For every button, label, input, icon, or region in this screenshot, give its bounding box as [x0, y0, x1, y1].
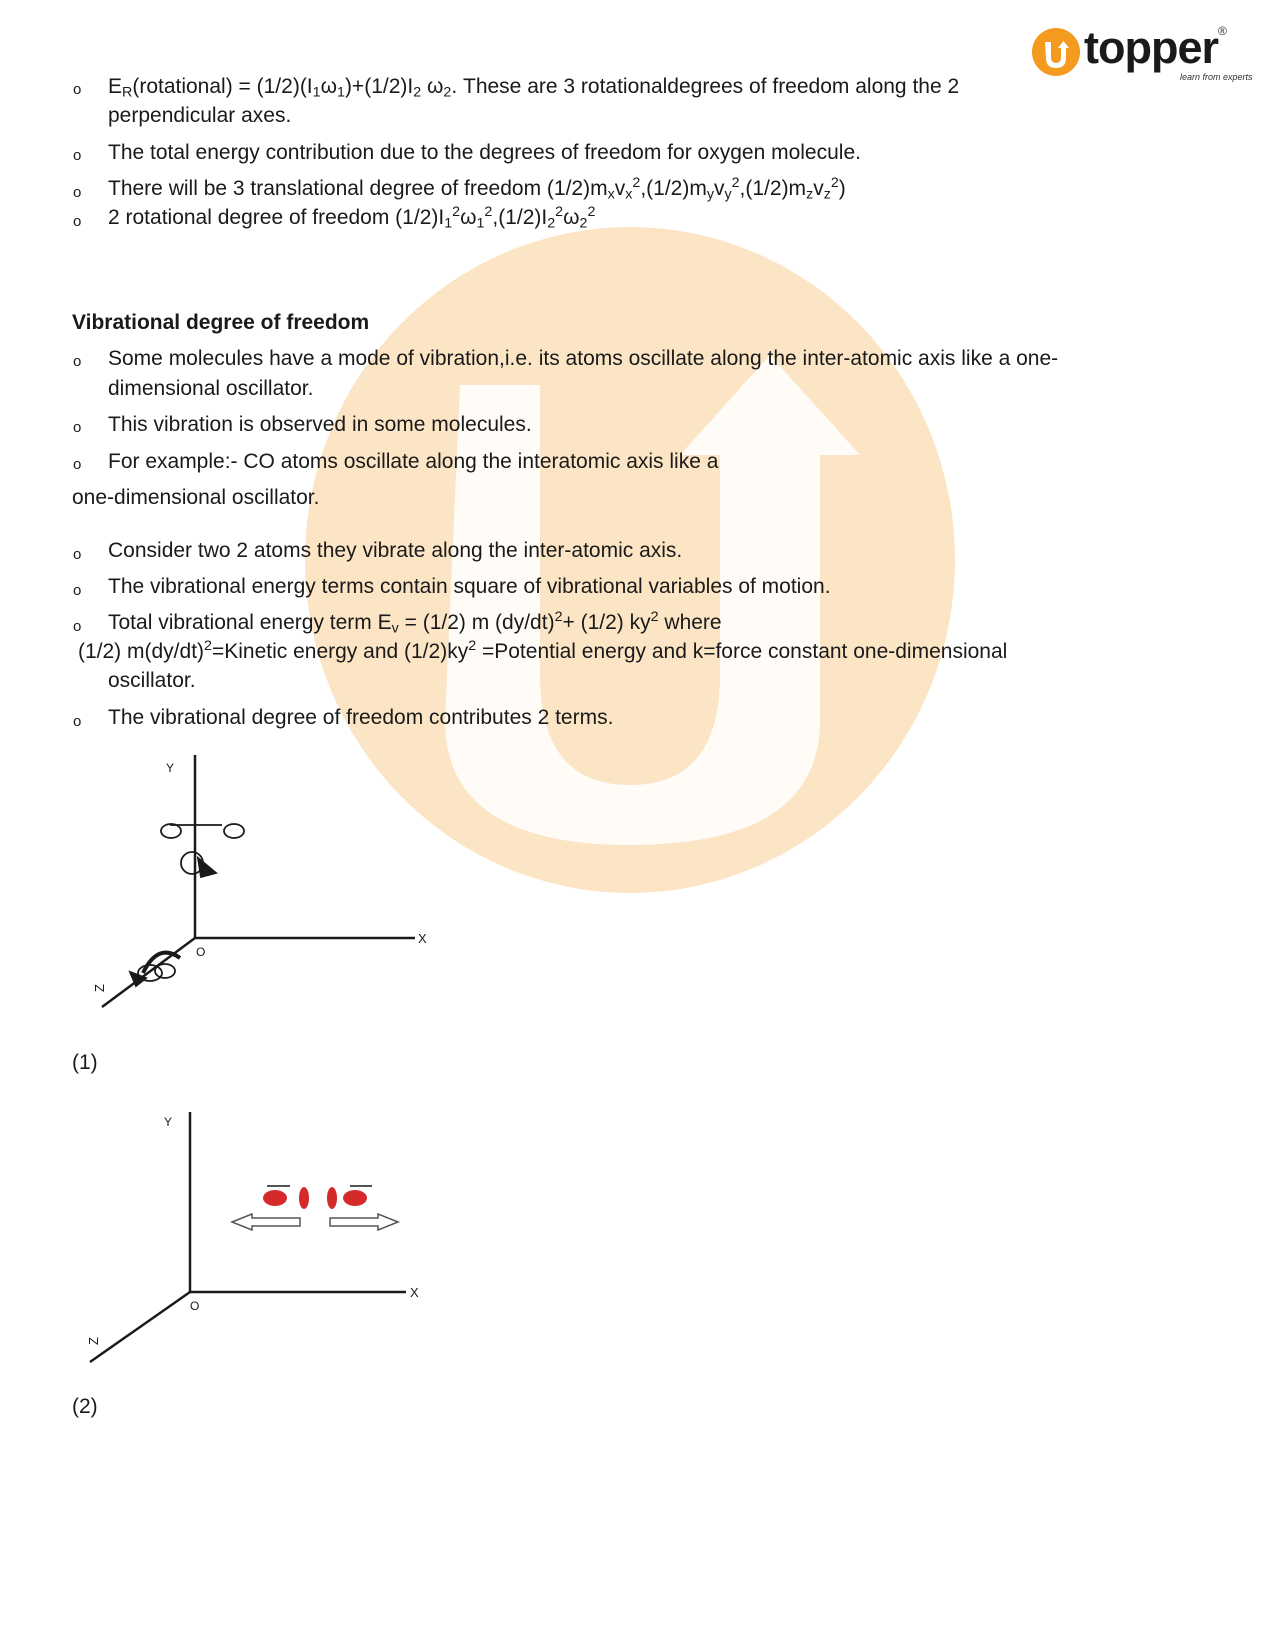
z-axis-line — [102, 938, 195, 1007]
brand-logo — [1032, 22, 1253, 90]
bullet-marker: o — [73, 546, 82, 563]
bullet-marker: o — [73, 81, 82, 98]
axis-label-z: Z — [86, 1337, 101, 1345]
translational-line: There will be 3 translational degree of freedom $(1/2)m_xv_x^2,(1/2)m_yv_y^2,(1/2)m_zv_z^2$) — [108, 175, 846, 203]
logo-circle-icon — [1032, 28, 1080, 76]
bullet-marker: o — [73, 618, 82, 635]
kinetic-potential-line-cont: oscillator. — [108, 669, 196, 692]
kinetic-potential-line: (1/2) $m(dy/dt)^2=Kinetic$ energy and $(1/2)ky^2$ =Potential energy and k=force constant one-dimensional — [78, 638, 1008, 663]
total-vibrational-energy-line: Total vibrational energy term $E_v = (1/2)$ m $(dy/dt)^2+ (1/2)$ $ky^2$ where — [108, 609, 722, 637]
rotational-energy-line-cont: perpendicular axes. — [108, 104, 292, 127]
bullet-marker: o — [73, 456, 82, 473]
figure-rotation-diagram — [70, 750, 470, 1020]
bullet-marker: o — [73, 147, 82, 164]
figure-1-caption: (1) — [72, 1051, 98, 1074]
axis-label-x: X — [418, 931, 427, 946]
brand-tagline: learn from experts — [1180, 72, 1253, 82]
bullet-marker: o — [73, 713, 82, 730]
figure-vibration-diagram — [70, 1100, 450, 1380]
rotating-molecule-y-icon — [161, 824, 244, 877]
left-arrow-icon — [232, 1214, 300, 1230]
rotational-energy-line: $E_R(rotational) = (1/2)(I_1\omega_1)+(1/2)I_2$ $\omega_2$. These are 3 rotationaldegrees of freedom along the 2 — [108, 75, 960, 101]
bullet-marker: o — [73, 582, 82, 599]
axis-label-x: X — [410, 1285, 419, 1300]
right-arrow-icon — [330, 1214, 398, 1230]
vibrating-molecule-icon — [263, 1186, 372, 1209]
axis-label-z: Z — [92, 984, 107, 992]
energy-terms-line: The vibrational energy terms contain square of vibrational variables of motion. — [108, 575, 831, 598]
vibration-mode-line: Some molecules have a mode of vibration,i.e. its atoms oscillate along the inter-atomic axis like a one- — [108, 347, 1059, 370]
bullet-marker: o — [73, 419, 82, 436]
z-axis-line — [90, 1292, 190, 1362]
rotational-dof-line: 2 rotational degree of freedom $(1/2)I_1^2\omega_1^2,(1/2)I_2^2\omega_2^2$ — [108, 204, 596, 232]
axis-label-y: Y — [166, 761, 175, 775]
example-line: For example:- CO atoms oscillate along the interatomic axis like a — [108, 450, 719, 473]
section-heading: Vibrational degree of freedom — [72, 311, 370, 334]
bullet-marker: o — [73, 213, 82, 230]
bullet-marker: o — [73, 184, 82, 201]
origin-label: O — [190, 1299, 200, 1313]
two-atoms-line: Consider two 2 atoms they vibrate along the inter-atomic axis. — [108, 539, 683, 562]
contributes-line: The vibrational degree of freedom contributes 2 terms. — [108, 706, 614, 729]
registered-mark: ® — [1218, 24, 1227, 38]
figure-2-caption: (2) — [72, 1395, 98, 1418]
origin-label: O — [196, 945, 206, 959]
vibration-observed-line: This vibration is observed in some molecules. — [108, 413, 532, 436]
brand-name: topper — [1084, 22, 1218, 73]
example-line-cont: one-dimensional oscillator. — [72, 486, 320, 509]
total-energy-line: The total energy contribution due to the degrees of freedom for oxygen molecule. — [108, 141, 861, 164]
axis-label-y: Y — [164, 1115, 173, 1129]
vibration-mode-line-cont: dimensional oscillator. — [108, 377, 314, 400]
bullet-marker: o — [73, 353, 82, 370]
rotating-molecule-z-icon — [130, 953, 180, 986]
